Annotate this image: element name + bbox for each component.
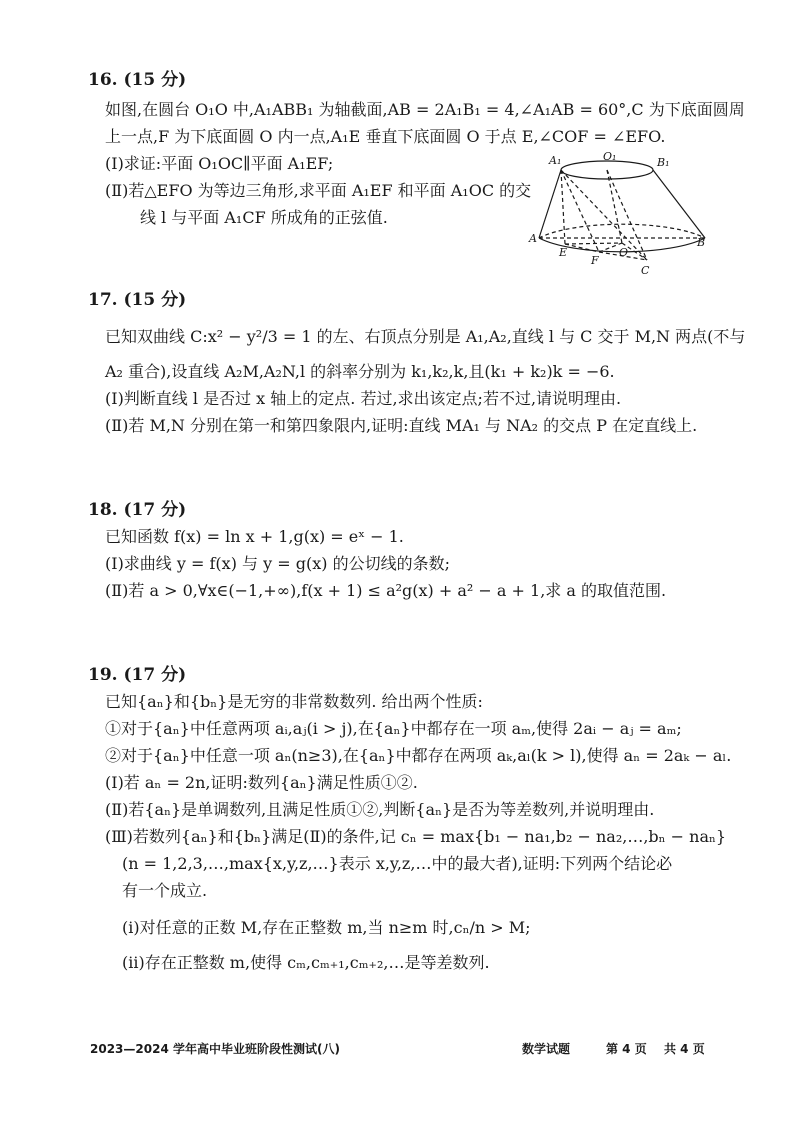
footer-subject: 数学试题 xyxy=(522,1042,571,1056)
problem-16-line-4: (Ⅱ)若△EFO 为等边三角形,求平面 A₁EF 和平面 A₁OC 的交 xyxy=(105,181,532,200)
label-o: O xyxy=(619,246,629,259)
a1-e xyxy=(561,170,565,244)
problem-16-line-2: 上一点,F 为下底面圆 O 内一点,A₁E 垂直下底面圆 O 于点 E,∠COF = ∠EFO. xyxy=(105,127,666,146)
problem-16-line-1: 如图,在圆台 O₁O 中,A₁ABB₁ 为轴截面,AB = 2A₁B₁ = 4,∠A₁AB = 60°,C 为下底面圆周 xyxy=(105,100,745,119)
problem-17-line-3: (Ⅰ)判断直线 l 是否过 x 轴上的定点. 若过,求出该定点;若不过,请说明理由. xyxy=(105,389,622,408)
footer-total-pages: 共 4 页 xyxy=(664,1042,705,1056)
problem-16-line-3: (Ⅰ)求证:平面 O₁OC∥平面 A₁EF; xyxy=(105,154,334,173)
label-b: B xyxy=(697,236,706,249)
label-f: F xyxy=(591,254,599,267)
problem-19-line-1: 已知{aₙ}和{bₙ}是无穷的非常数数列. 给出两个性质: xyxy=(105,692,483,711)
label-e: E xyxy=(559,246,568,259)
problem-17-line-1: 已知双曲线 C:x² − y²/3 = 1 的左、右顶点分别是 A₁,A₂,直线 l 与 C 交于 M,N 两点(不与 xyxy=(105,327,746,346)
problem-17-header: 17. (15 分) xyxy=(88,290,187,310)
left-side xyxy=(539,170,561,238)
a1-f xyxy=(561,170,599,252)
footer-exam-title: 2023—2024 学年高中毕业班阶段性测试(八) xyxy=(90,1042,340,1056)
label-c: C xyxy=(641,264,650,277)
label-a1: A₁ xyxy=(549,154,562,167)
problem-18-line-1: 已知函数 f(x) = ln x + 1,g(x) = eˣ − 1. xyxy=(105,527,404,546)
problem-18-line-3: (Ⅱ)若 a > 0,∀x∈(−1,+∞),f(x + 1) ≤ a²g(x) + a² − a + 1,求 a 的取值范围. xyxy=(105,581,667,600)
footer-page-number: 第 4 页 xyxy=(606,1042,647,1056)
label-o1: O₁ xyxy=(603,150,617,163)
problem-19-line-6: (Ⅲ)若数列{aₙ}和{bₙ}满足(Ⅱ)的条件,记 cₙ = max{b₁ − na₁,b₂ − na₂,…,bₙ − naₙ} xyxy=(105,827,727,846)
problem-19-line-2: ①对于{aₙ}中任意两项 aᵢ,aⱼ(i > j),在{aₙ}中都存在一项 aₘ,使得 2aᵢ − aⱼ = aₘ; xyxy=(105,719,682,738)
problem-19-line-10: (ⅱ)存在正整数 m,使得 cₘ,cₘ₊₁,cₘ₊₂,…是等差数列. xyxy=(122,953,490,972)
problem-19-line-5: (Ⅱ)若{aₙ}是单调数列,且满足性质①②,判断{aₙ}是否为等差数列,并说明理由. xyxy=(105,800,655,819)
right-side xyxy=(653,170,705,238)
problem-16-header: 16. (15 分) xyxy=(88,70,187,90)
problem-18-line-2: (Ⅰ)求曲线 y = f(x) 与 y = g(x) 的公切线的条数; xyxy=(105,554,450,573)
problem-19-line-7: (n = 1,2,3,…,max{x,y,z,…}表示 x,y,z,…中的最大者),证明:下列两个结论必 xyxy=(122,854,673,873)
problem-17-line-4: (Ⅱ)若 M,N 分别在第一和第四象限内,证明:直线 MA₁ 与 NA₂ 的交点 P 在定直线上. xyxy=(105,416,698,435)
problem-19-line-3: ②对于{aₙ}中任意一项 aₙ(n≥3),在{aₙ}中都存在两项 aₖ,aₗ(k > l),使得 aₙ = 2aₖ − aₗ. xyxy=(105,746,732,765)
label-b1: B₁ xyxy=(657,156,670,169)
problem-19-line-8: 有一个成立. xyxy=(122,881,208,900)
problem-16-line-5: 线 l 与平面 A₁CF 所成角的正弦值. xyxy=(140,208,388,227)
problem-19-line-9: (ⅰ)对任意的正数 M,存在正整数 m,当 n≥m 时,cₙ/n > M; xyxy=(122,918,531,937)
problem-19-line-4: (Ⅰ)若 aₙ = 2n,证明:数列{aₙ}满足性质①②. xyxy=(105,773,418,792)
problem-17-line-2: A₂ 重合),设直线 A₂M,A₂N,l 的斜率分别为 k₁,k₂,k,且(k₁ + k₂)k = −6. xyxy=(105,362,615,381)
e-o xyxy=(565,243,622,244)
problem-18-header: 18. (17 分) xyxy=(88,500,187,520)
label-a: A xyxy=(529,232,537,245)
frustum-figure xyxy=(527,148,707,278)
problem-19-header: 19. (17 分) xyxy=(88,665,187,685)
